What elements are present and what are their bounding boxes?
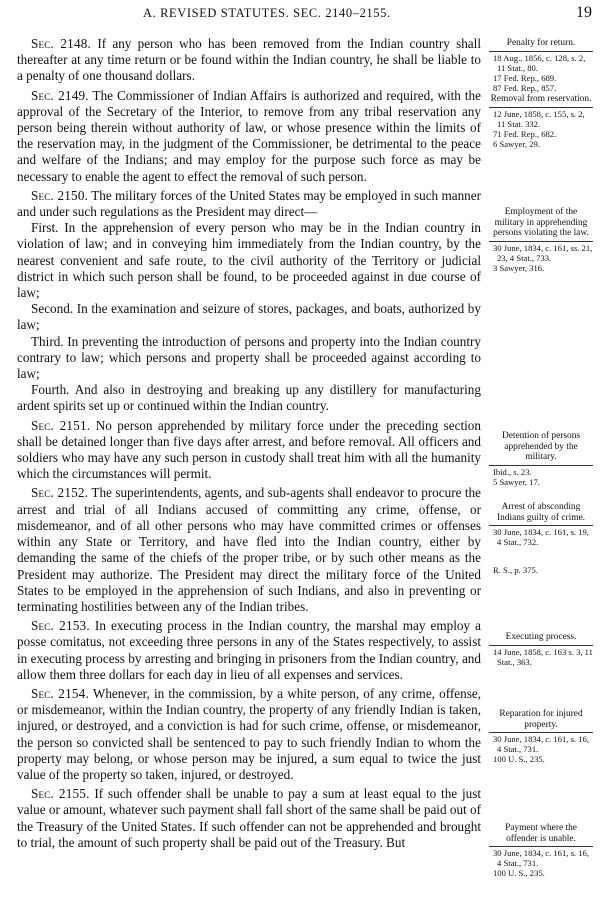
section-label: Sec. 2155. <box>31 786 90 802</box>
section-text: The Commissioner of Indian Affairs is authorized and required, with the approval of the Secretary of the Interior, to remove from any tribal reservation any person being therein without authority of law, or whose presence within the limits of the reservation may, in the judgment of the Commissioner, be detrimental to the peace and welfare of the Indians; and may employ for the purpose such force as may be necessary to enable the agent to effect the removal of such person. <box>17 87 481 184</box>
page-number: 19 <box>576 4 592 21</box>
margin-topic: Removal from reservation. <box>489 94 593 108</box>
citation: 30 June, 1834, c. 161, s. 19, 4 Stat., 732. <box>493 527 589 548</box>
section-text: Whenever, in the commission, by a white person, of any crime, offense, or misdemeanor, within the Indian country, the property of any friendly Indian is taken, injured, or destroyed, and a conviction is had for such crime, offense, or misdemeanor, the person so convicted shall be sentenced to pay to such friendly Indian to whom the property may belong, or whose person may be injured, a sum equal to twice the just value of the property so taken, injured, or destroyed. <box>17 685 481 782</box>
citation: 87 Fed. Rep., 857. <box>493 82 557 93</box>
citation: 100 U. S., 235. <box>493 868 545 879</box>
section-label: Sec. 2154. <box>31 685 89 701</box>
citation: R. S., p. 375. <box>493 565 538 576</box>
citation: 17 Fed. Rep., 689. <box>493 72 557 83</box>
clause-text: Second. In the examination and seizure of stores, packages, and boats, authorized by law; <box>17 301 481 333</box>
section-label: Sec. 2148. <box>31 36 92 51</box>
margin-citations <box>489 848 593 878</box>
citation: 18 Aug., 1856, c. 128, s. 2, 11 Stat., 80. <box>493 52 586 73</box>
margin-note-process <box>489 632 593 667</box>
running-title: A. REVISED STATUTES. SEC. 2140–2155. <box>143 6 391 20</box>
citation: 30 June, 1834, c. 161, s. 16, 4 Stat., 731. <box>493 848 589 869</box>
clause-text: First. In the apprehension of every person who may be in the Indian country in violation of law; and in conveying him immediately from the Indian country, by the nearest convenient and safe route, to the civil authority of the Territory or judicial district in which such person shall be found, to be proceeded against in due course of law; <box>17 220 481 301</box>
margin-topic: Reparation for injured property. <box>489 709 593 733</box>
section-text: If such offender shall be unable to pay a sum at least equal to the just value or amount, whatever such payment shall fall short of the same shall be paid out of the Treasury of the United States. If such offender can not be apprehended and brought to trial, the amount of such property shall be paid out of the Treasury. But <box>17 786 482 850</box>
margin-topic: Employment of the military in apprehending persons violating the law. <box>489 207 593 242</box>
margin-note-payment <box>489 823 593 878</box>
section-2153 <box>17 618 481 683</box>
margin-citations <box>489 243 593 273</box>
margin-citations <box>489 109 593 149</box>
citation: 6 Sawyer, 29. <box>493 138 540 149</box>
section-label: Sec. 2150. <box>31 187 89 203</box>
section-2152 <box>17 485 481 615</box>
section-2149 <box>17 88 481 185</box>
citation: 14 June, 1858, c. 163 s. 3, 11 Stat., 363. <box>493 646 593 667</box>
section-2151 <box>17 418 481 483</box>
section-2155 <box>17 786 481 851</box>
clause-text: Third. In preventing the introduction of persons and property into the Indian country contrary to law; which persons and property shall be proceeded against according to law; <box>17 333 481 382</box>
margin-note-removal <box>489 94 593 149</box>
citation: 30 June, 1834, c. 161, s. 16, 4 Stat., 731. <box>493 734 589 755</box>
citation: Ibid., s. 23. <box>493 466 532 477</box>
section-text: The superintendents, agents, and sub-agents shall endeavor to procure the arrest and trial of all Indians accused of committing any crime, offense, or misdemeanor, and of all other persons who may have committed crimes or offenses within any State or Territory, and have fled into the Indian country, either by demanding the same of the chiefs of the proper tribe, or by such other means as the President may authorize. The President may direct the military force of the United States to be employed in the apprehension of such Indians, and also in preventing or terminating hostilities between any of the Indian tribes. <box>17 485 481 614</box>
page-header <box>0 6 600 26</box>
margin-citations <box>489 53 593 93</box>
margin-citations <box>489 527 593 575</box>
margin-note-penalty <box>489 38 593 93</box>
margin-topic: Detention of persons apprehended by the military. <box>489 431 593 466</box>
citation: 100 U. S., 235. <box>493 754 545 765</box>
clause-fourth <box>17 382 481 414</box>
margin-note-reparation <box>489 709 593 764</box>
margin-note-military <box>489 207 593 273</box>
section-label: Sec. 2152. <box>31 485 89 501</box>
citation: 71 Fed. Rep., 682. <box>493 128 557 139</box>
section-text: No person apprehended by military force under the preceding section shall be detained longer than five days after arrest, and before removal. All officers and soldiers who may have any such person in custody shall treat him with all the humanity which the circumstances will permit. <box>17 417 481 482</box>
margin-note-arrest <box>489 502 593 575</box>
section-label: Sec. 2151. <box>31 417 91 433</box>
section-label: Sec. 2149. <box>31 87 89 103</box>
statute-text <box>17 36 481 851</box>
clause-second <box>17 301 481 333</box>
margin-topic: Executing process. <box>489 632 593 646</box>
citation: 30 June, 1834, c. 161, ss. 21, 23, 4 Stat., 733. <box>493 242 593 263</box>
margin-topic: Arrest of absconding Indians guilty of crime. <box>489 502 593 526</box>
margin-topic: Penalty for return. <box>489 38 593 52</box>
citation: 5 Sawyer, 17. <box>493 476 540 487</box>
section-text: If any person who has been removed from the Indian country shall thereafter at any time return or be found within the Indian country, he shall be liable to a penalty of one thousand dollars. <box>17 36 481 84</box>
margin-citations <box>489 734 593 764</box>
section-2150 <box>17 188 481 220</box>
citation: 3 Sawyer, 316. <box>493 262 545 273</box>
clause-third <box>17 334 481 383</box>
section-2148 <box>17 36 481 85</box>
margin-citations <box>489 467 593 487</box>
margin-citations <box>489 647 593 667</box>
section-text: In executing process in the Indian country, the marshal may employ a posse comitatus, not exceeding three persons in any of the States respectively, to assist in executing process by arresting and bringing in prisoners from the Indian country, and allow them three dollars for each day in lieu of all expenses and services. <box>17 618 482 682</box>
clause-text: Fourth. And also in destroying and breaking up any distillery for manufacturing ardent spirits set up or continued within the Indian country. <box>17 382 481 414</box>
section-label: Sec. 2153. <box>31 618 90 634</box>
section-2154 <box>17 686 481 783</box>
section-text: The military forces of the United States may be employed in such manner and under such regulations as the President may direct— <box>17 187 481 220</box>
clause-first <box>17 220 481 301</box>
citation: 12 June, 1858, c. 155, s. 2, 11 Stat. 332. <box>493 108 585 129</box>
margin-note-detention <box>489 431 593 487</box>
margin-topic: Payment where the offender is unable. <box>489 823 593 847</box>
